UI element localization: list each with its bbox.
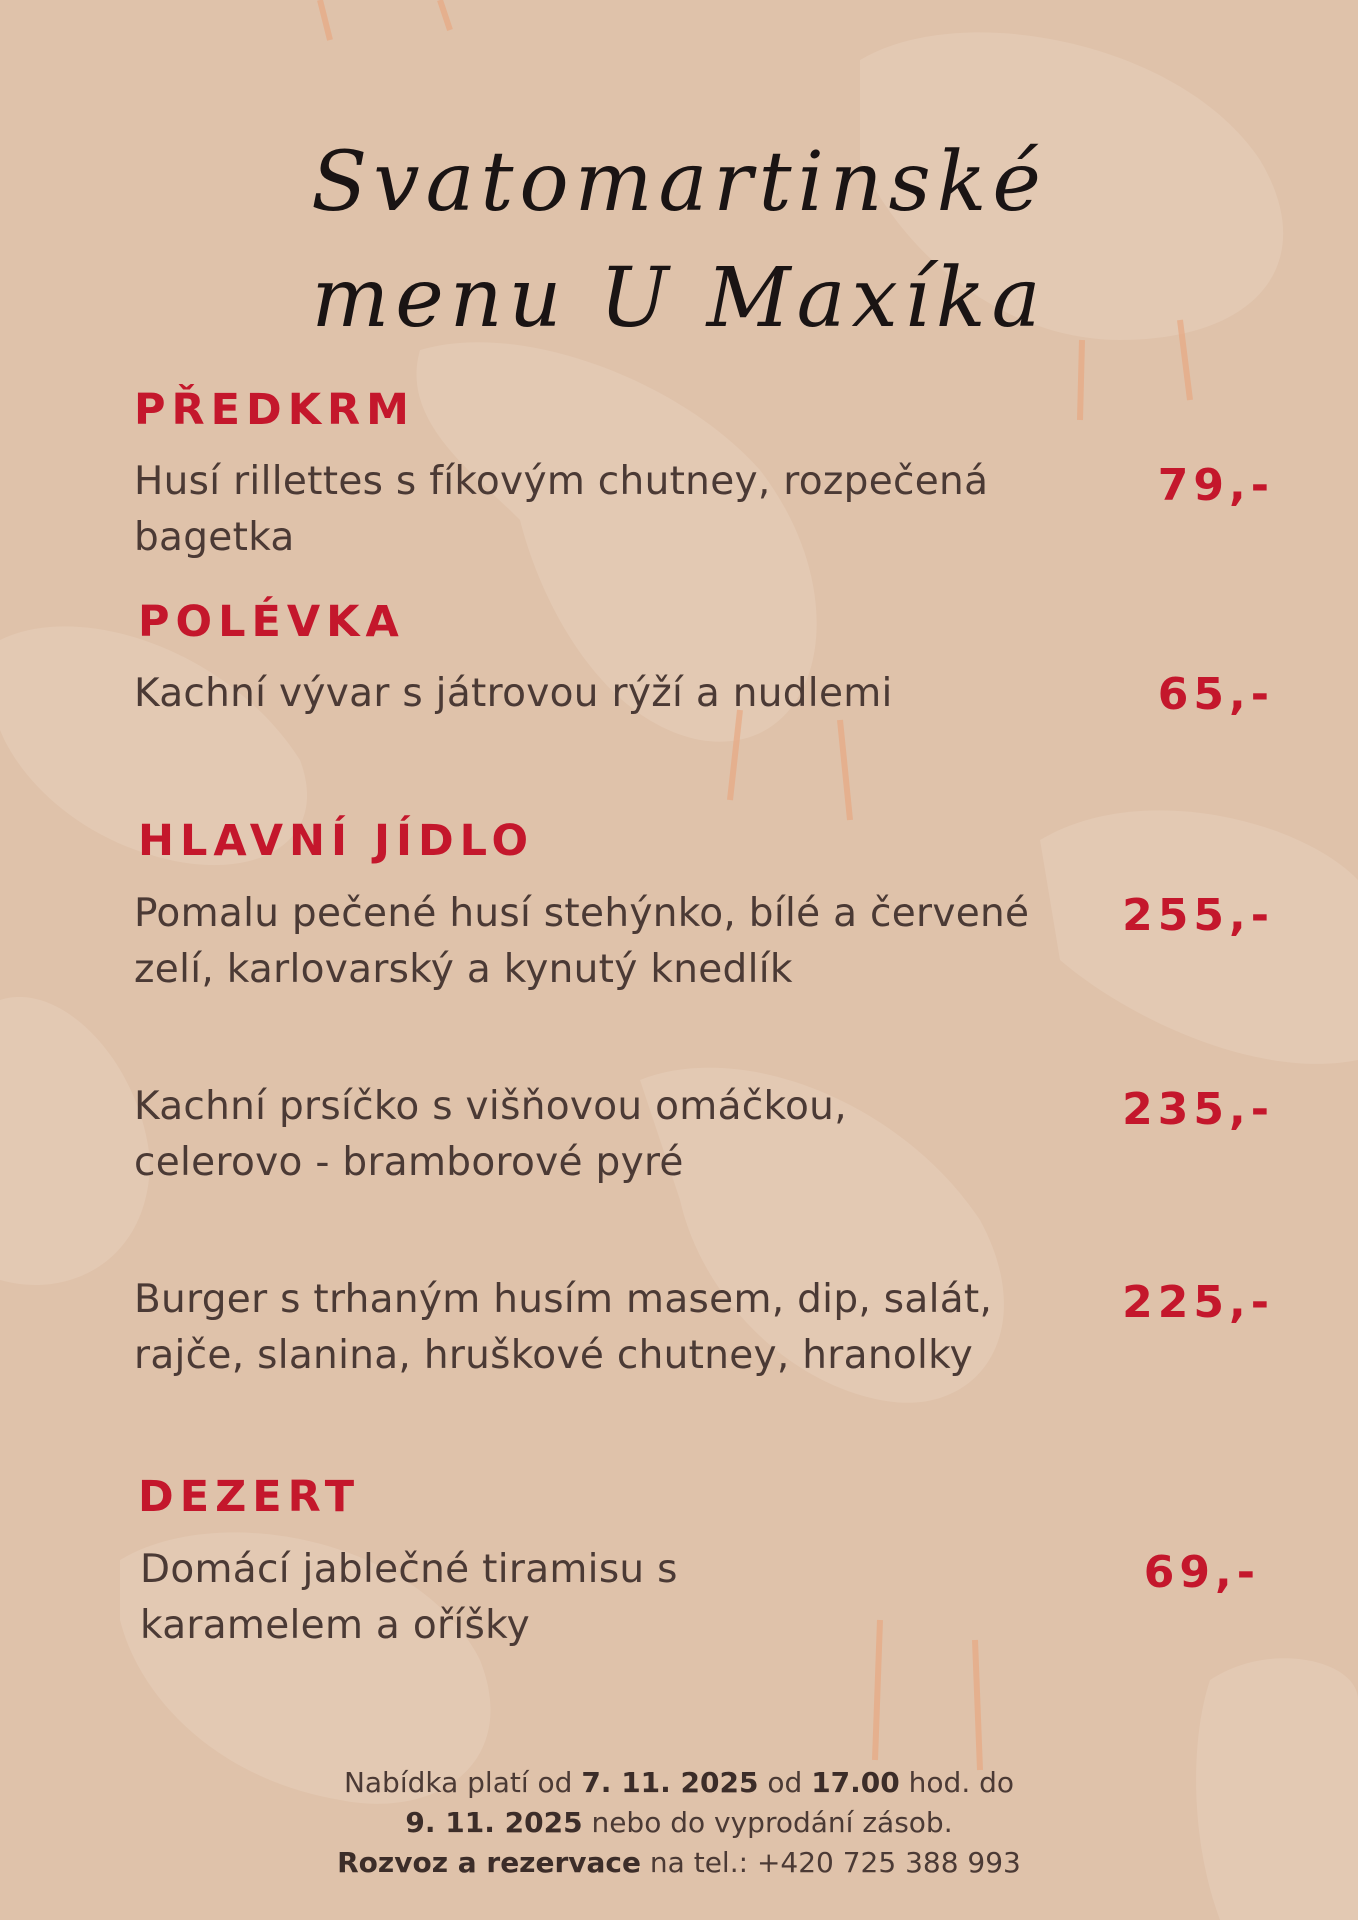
menu-item-price: 65,- xyxy=(1157,669,1274,720)
menu-item-price: 255,- xyxy=(1122,890,1274,941)
menu-title-line-1: Svatomartinské xyxy=(311,135,1047,230)
section-heading-dezert: DEZERT xyxy=(138,1472,361,1522)
footer-validity-line-2: 9. 11. 2025 nebo do vyprodání zásob. xyxy=(405,1806,953,1839)
menu-item-description xyxy=(134,1079,1084,1191)
menu-item-price: 235,- xyxy=(1122,1084,1274,1135)
menu-item-price: 225,- xyxy=(1122,1277,1274,1328)
menu-item-line: Burger s trhaným husím masem, dip, salát, xyxy=(134,1277,993,1322)
menu-item-line: Domácí jablečné tiramisu s xyxy=(140,1547,678,1592)
menu-item-line: Pomalu pečené husí stehýnko, bílé a červené xyxy=(134,891,1030,936)
menu-item-line: Kachní vývar s játrovou rýží a nudlemi xyxy=(134,671,893,716)
footer-validity-line-1: Nabídka platí od 7. 11. 2025 od 17.00 hod. do xyxy=(343,1766,1015,1799)
menu-item-line: Kachní prsíčko s višňovou omáčkou, xyxy=(134,1084,847,1129)
menu-item-description xyxy=(140,1542,1090,1654)
menu-item-description xyxy=(134,454,1084,566)
section-heading-predkrm: PŘEDKRM xyxy=(134,385,415,435)
menu-item-line: celerovo - bramborové pyré xyxy=(134,1140,684,1185)
section-heading-hlavni-jidlo: HLAVNÍ JÍDLO xyxy=(138,816,535,866)
menu-title-line-2: menu U Maxíka xyxy=(311,251,1047,346)
menu-item-line: rajče, slanina, hruškové chutney, hranolky xyxy=(134,1333,974,1378)
menu-item-description xyxy=(134,886,1084,998)
footer-contact-line: Rozvoz a rezervace na tel.: +420 725 388 993 xyxy=(337,1846,1021,1879)
menu-item-description xyxy=(134,1272,1084,1384)
menu-item-line: bagetka xyxy=(134,515,295,560)
menu-item-price: 79,- xyxy=(1157,460,1274,511)
menu-item-price: 69,- xyxy=(1143,1547,1260,1598)
goose-leg xyxy=(320,0,450,40)
menu-item-description xyxy=(134,666,1084,722)
menu-item-line: Husí rillettes s fíkovým chutney, rozpečená xyxy=(134,459,989,504)
menu-item-line: karamelem a oříšky xyxy=(140,1603,530,1648)
menu-item-line: zelí, karlovarský a kynutý knedlík xyxy=(134,947,793,992)
goose-shape xyxy=(0,997,150,1285)
section-heading-polevka: POLÉVKA xyxy=(138,597,405,647)
